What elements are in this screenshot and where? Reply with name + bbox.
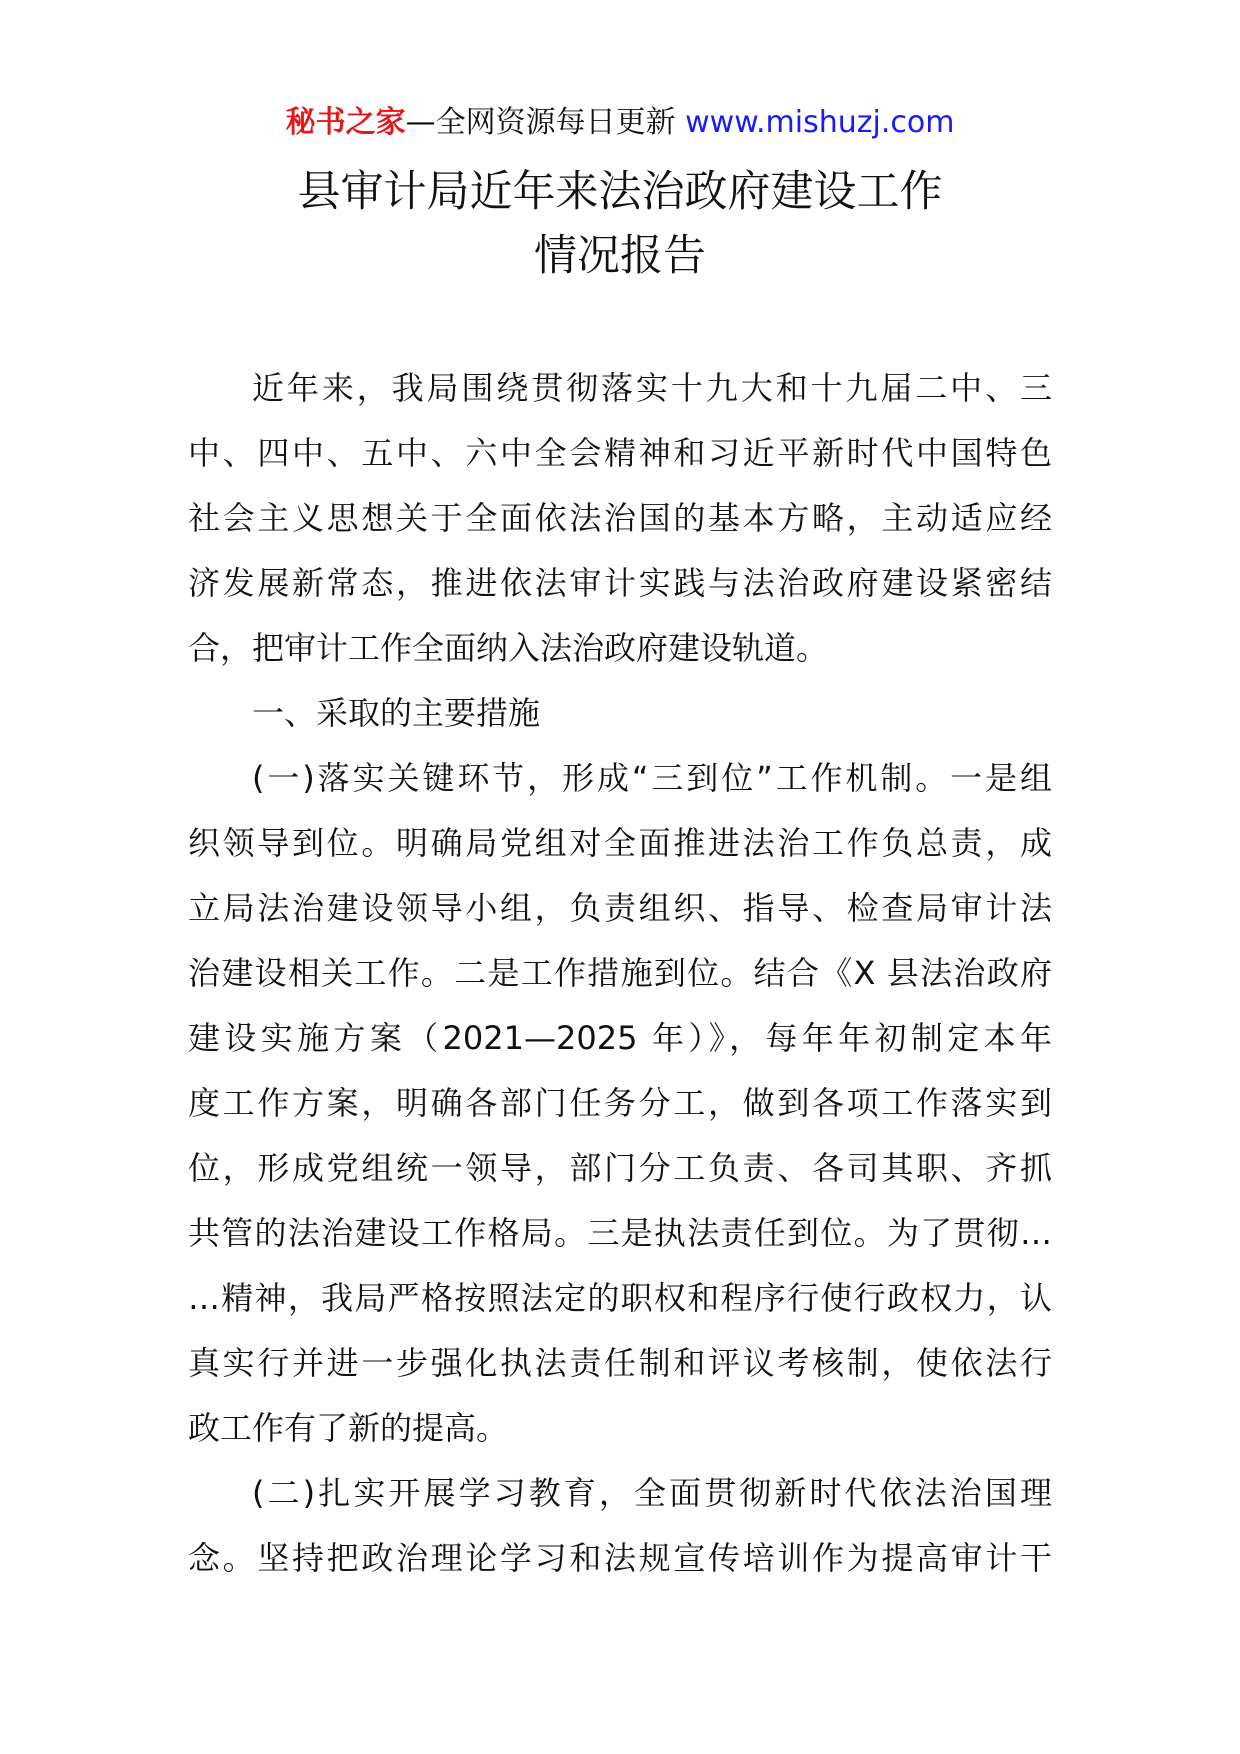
paragraph-intro-line: 中、四中、五中、六中全会精神和习近平新时代中国特色: [188, 434, 1052, 472]
banner-slogan: —全网资源每日更新: [405, 105, 686, 140]
paragraph-key-links-line: 真实行并进一步强化执法责任制和评议考核制，使依法行: [188, 1344, 1052, 1382]
paragraph-key-links-line: 位，形成党组统一领导，部门分工负责、各司其职、齐抓: [188, 1149, 1052, 1187]
document-title: [0, 160, 1240, 288]
paragraph-key-links-line: 政工作有了新的提高。: [188, 1409, 509, 1447]
title-line-2: 情况报告: [534, 231, 706, 281]
paragraph-key-links-line: 建设实施方案（2021—2025 年）》，每年年初制定本年: [188, 1019, 1052, 1057]
site-url-link[interactable]: www.mishuzj.com: [685, 105, 955, 140]
paragraph-intro-line: 近年来，我局围绕贯彻落实十九大和十九届二中、三: [252, 369, 1052, 407]
paragraph-key-links-line: 织领导到位。明确局党组对全面推进法治工作负总责，成: [188, 824, 1052, 862]
brand-name: 秘书之家: [285, 105, 406, 140]
paragraph-intro-line: 济发展新常态，推进依法审计实践与法治政府建设紧密结: [188, 564, 1052, 602]
paragraph-study-line: (二)扎实开展学习教育，全面贯彻新时代依法治国理: [252, 1474, 1052, 1512]
paragraph-intro-line: 社会主义思想关于全面依法治国的基本方略，主动适应经: [188, 499, 1052, 537]
paragraph-key-links-line: 度工作方案，明确各部门任务分工，做到各项工作落实到: [188, 1084, 1052, 1122]
paragraph-key-links-line: (一)落实关键环节，形成“三到位”工作机制。一是组: [252, 759, 1052, 797]
paragraph-key-links-line: 共管的法治建设工作格局。三是执法责任到位。为了贯彻…: [188, 1214, 1052, 1252]
site-banner: [0, 103, 1240, 143]
paragraph-key-links-line: 立局法治建设领导小组，负责组织、指导、检查局审计法: [188, 889, 1052, 927]
section-heading-measures: 一、采取的主要措施: [252, 694, 541, 732]
paragraph-key-links-line: 治建设相关工作。二是工作措施到位。结合《X 县法治政府: [188, 954, 1052, 992]
paragraph-intro-line: 合，把审计工作全面纳入法治政府建设轨道。: [188, 629, 829, 667]
paragraph-study-line: 念。坚持把政治理论学习和法规宣传培训作为提高审计干: [188, 1539, 1052, 1577]
title-line-1: 县审计局近年来法治政府建设工作: [297, 167, 943, 217]
paragraph-key-links-line: …精神，我局严格按照法定的职权和程序行使行政权力，认: [188, 1279, 1052, 1317]
report-body: [188, 356, 1052, 1591]
